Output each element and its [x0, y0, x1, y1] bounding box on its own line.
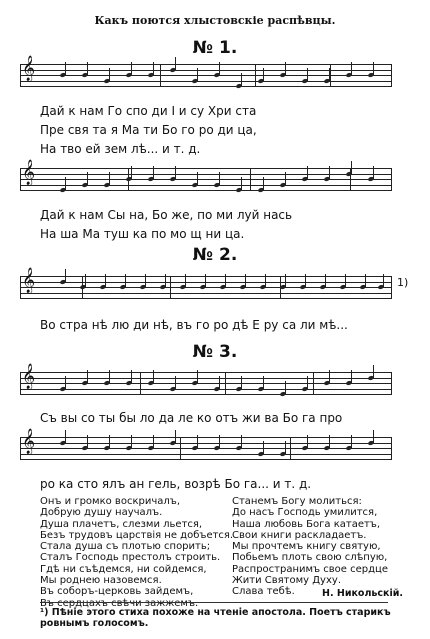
lyric-line: ро ка сто ялъ ан гель, возрѣ Бо га... и т. д.: [40, 477, 312, 491]
bar-line: [82, 276, 83, 298]
note-stem: [373, 166, 374, 179]
note-stem: [131, 370, 132, 383]
note-stem: [145, 274, 146, 287]
note-stem: [365, 274, 366, 287]
verse-right-column: [232, 496, 388, 598]
music-staff: [20, 160, 392, 190]
staff-line: [20, 81, 392, 82]
note-stem: [109, 435, 110, 448]
note-stem: [131, 166, 132, 179]
note-stem: [351, 62, 352, 75]
staff-line: [20, 372, 392, 373]
page-title: Какъ поются хлыстовскіе распѣвцы.: [94, 14, 336, 27]
note-stem: [263, 177, 264, 190]
note-stem: [65, 269, 66, 282]
lyric-line: Во стра нѣ лю ди нѣ, въ го ро дѣ Е ру са ли мѣ...: [40, 318, 348, 332]
note-stem: [265, 274, 266, 287]
verse-line: Наша любовь Бога катаетъ,: [232, 518, 381, 530]
bar-line: [250, 168, 251, 190]
note-stem: [383, 274, 384, 287]
lyric-line: Пре свя та я Ма ти Бо го ро ди ца,: [40, 123, 257, 137]
verse-line: Мы роднею назовемся.: [40, 575, 162, 587]
note-stem: [131, 435, 132, 448]
note-stem: [109, 68, 110, 81]
note-stem: [263, 441, 264, 454]
note-stem: [197, 435, 198, 448]
bar-line: [20, 64, 21, 86]
note-stem: [263, 376, 264, 389]
note-stem: [329, 435, 330, 448]
staff-line: [20, 437, 392, 438]
staff-line: [20, 185, 392, 186]
bar-line: [20, 168, 21, 190]
note-stem: [109, 370, 110, 383]
bar-line: [160, 64, 161, 86]
lyric-line: Съ вы со ты бы ло да ле ко отъ жи ва Бо га про: [40, 411, 343, 425]
music-staff: [20, 364, 392, 394]
note-stem: [351, 435, 352, 448]
verse-line: Мы прочтемъ книгу святую,: [232, 541, 381, 553]
note-stem: [197, 370, 198, 383]
verse-line: Душа плачетъ, слезми льется,: [40, 518, 203, 530]
staff-line: [20, 86, 392, 87]
note-stem: [175, 376, 176, 389]
note-stem: [351, 161, 352, 174]
note-stem: [205, 274, 206, 287]
note-stem: [263, 68, 264, 81]
staff-line: [20, 179, 392, 180]
note-stem: [285, 274, 286, 287]
note-stem: [245, 274, 246, 287]
note-stem: [65, 177, 66, 190]
bar-line: [180, 437, 181, 459]
verse-line: Станемъ Богу молиться:: [232, 496, 362, 507]
music-staff: [20, 56, 392, 86]
note-stem: [87, 62, 88, 75]
treble-clef-icon: 𝄞: [22, 364, 36, 389]
note-stem: [241, 73, 242, 86]
verse-left-column: [40, 496, 233, 609]
treble-clef-icon: 𝄞: [22, 429, 36, 454]
note-stem: [219, 376, 220, 389]
note-stem: [153, 435, 154, 448]
treble-clef-icon: 𝄞: [22, 268, 36, 293]
note-stem: [307, 435, 308, 448]
staff-line: [20, 383, 392, 384]
bar-line: [280, 276, 281, 298]
staff-line: [20, 394, 392, 395]
note-stem: [285, 441, 286, 454]
note-stem: [345, 274, 346, 287]
note-stem: [285, 381, 286, 394]
verse-line: Добрую душу научалъ.: [40, 507, 163, 519]
staff-line: [20, 443, 392, 444]
verse-line: Онъ и громко воскричалъ,: [40, 496, 180, 507]
verse-line: Свои книги раскладаетъ.: [232, 529, 367, 541]
bar-line: [140, 372, 141, 394]
section-number-3: № 3.: [192, 342, 238, 362]
bar-line: [350, 168, 351, 190]
bar-line: [391, 372, 392, 394]
lyric-line: Дай к нам Сы на, Бо же, по ми луй нась: [40, 208, 293, 222]
bar-line: [391, 276, 392, 298]
verse-line: Слава тебѣ.: [232, 586, 295, 598]
bar-line: [20, 437, 21, 459]
note-stem: [131, 62, 132, 75]
note-stem: [165, 274, 166, 287]
bar-line: [391, 437, 392, 459]
note-stem: [285, 62, 286, 75]
verse-line: Сталъ Господь престолъ строить.: [40, 552, 221, 564]
note-stem: [241, 435, 242, 448]
lyric-line: На ша Ма туш ка по мо щ ни ца.: [40, 227, 245, 241]
note-stem: [241, 376, 242, 389]
verse-line: До насъ Господь умилится,: [232, 507, 378, 519]
staff-line: [20, 168, 392, 169]
bar-line: [170, 276, 171, 298]
staff-line: [20, 282, 392, 283]
note-stem: [87, 370, 88, 383]
staff-line: [20, 298, 392, 299]
note-stem: [175, 166, 176, 179]
note-stem: [197, 68, 198, 81]
note-stem: [219, 172, 220, 185]
note-stem: [373, 62, 374, 75]
verse-line: Стала душа съ плотью спорить;: [40, 541, 211, 553]
footnote-line: ровнымъ голосомъ.: [40, 618, 149, 629]
footnote-marker: 1): [397, 276, 409, 289]
note-stem: [285, 172, 286, 185]
staff-line: [20, 459, 392, 460]
staff-line: [20, 378, 392, 379]
note-stem: [351, 370, 352, 383]
note-stem: [241, 177, 242, 190]
note-stem: [373, 430, 374, 443]
note-stem: [225, 274, 226, 287]
bar-line: [290, 437, 291, 459]
note-stem: [153, 370, 154, 383]
signature: Н. Никольскій.: [322, 588, 404, 599]
note-stem: [87, 435, 88, 448]
note-stem: [305, 274, 306, 287]
note-stem: [329, 166, 330, 179]
note-stem: [175, 57, 176, 70]
note-stem: [307, 68, 308, 81]
section-number-1: № 1.: [192, 38, 238, 58]
note-stem: [105, 274, 106, 287]
music-staff: [20, 429, 392, 459]
bar-line: [330, 64, 331, 86]
bar-line: [391, 64, 392, 86]
note-stem: [185, 274, 186, 287]
note-stem: [65, 62, 66, 75]
lyric-line: Дай к нам Го спо ди І и су Хри ста: [40, 104, 257, 118]
bar-line: [20, 276, 21, 298]
note-stem: [175, 430, 176, 443]
note-stem: [373, 365, 374, 378]
note-stem: [219, 62, 220, 75]
bar-line: [313, 372, 314, 394]
staff-line: [20, 293, 392, 294]
staff-line: [20, 174, 392, 175]
footnote: [40, 607, 391, 629]
note-stem: [307, 376, 308, 389]
verse-line: Побьемъ плоть свою слѣпую,: [232, 552, 388, 564]
footnote-divider: [40, 602, 388, 603]
note-stem: [153, 166, 154, 179]
bar-line: [391, 168, 392, 190]
verse-line: Безъ трудовъ царствія не добъется.: [40, 529, 234, 541]
note-stem: [329, 370, 330, 383]
verse-line: Въ сердцахъ свѣчи зажжемъ.: [40, 597, 199, 609]
music-staff: [20, 268, 392, 298]
staff-line: [20, 190, 392, 191]
staff-line: [20, 448, 392, 449]
note-stem: [219, 435, 220, 448]
note-stem: [197, 172, 198, 185]
verse-line: Жити Святому Духу.: [232, 575, 341, 587]
footnote-line: ¹) Пѣніе этого стиха похоже на чтеніе апостола. Поетъ старикъ: [40, 607, 391, 618]
bar-line: [128, 168, 129, 190]
note-stem: [85, 274, 86, 287]
note-stem: [125, 274, 126, 287]
staff-line: [20, 70, 392, 71]
bar-line: [255, 64, 256, 86]
section-number-2: № 2.: [192, 245, 238, 265]
treble-clef-icon: 𝄞: [22, 160, 36, 185]
verse-line: Въ соборъ-церковь зайдемъ,: [40, 586, 194, 598]
note-stem: [325, 274, 326, 287]
staff-line: [20, 75, 392, 76]
note-stem: [153, 62, 154, 75]
note-stem: [65, 430, 66, 443]
staff-line: [20, 276, 392, 277]
lyric-line: На тво ей зем лѣ... и т. д.: [40, 142, 201, 156]
note-stem: [87, 172, 88, 185]
treble-clef-icon: 𝄞: [22, 56, 36, 81]
verse-line: Гдѣ ни съѣдемся, ни сойдемся,: [40, 563, 207, 575]
verse-line: Распространимъ свое сердце: [232, 563, 388, 575]
note-stem: [109, 172, 110, 185]
note-stem: [65, 376, 66, 389]
note-stem: [307, 166, 308, 179]
staff-line: [20, 389, 392, 390]
staff-line: [20, 64, 392, 65]
bar-line: [20, 372, 21, 394]
staff-line: [20, 454, 392, 455]
bar-line: [225, 372, 226, 394]
